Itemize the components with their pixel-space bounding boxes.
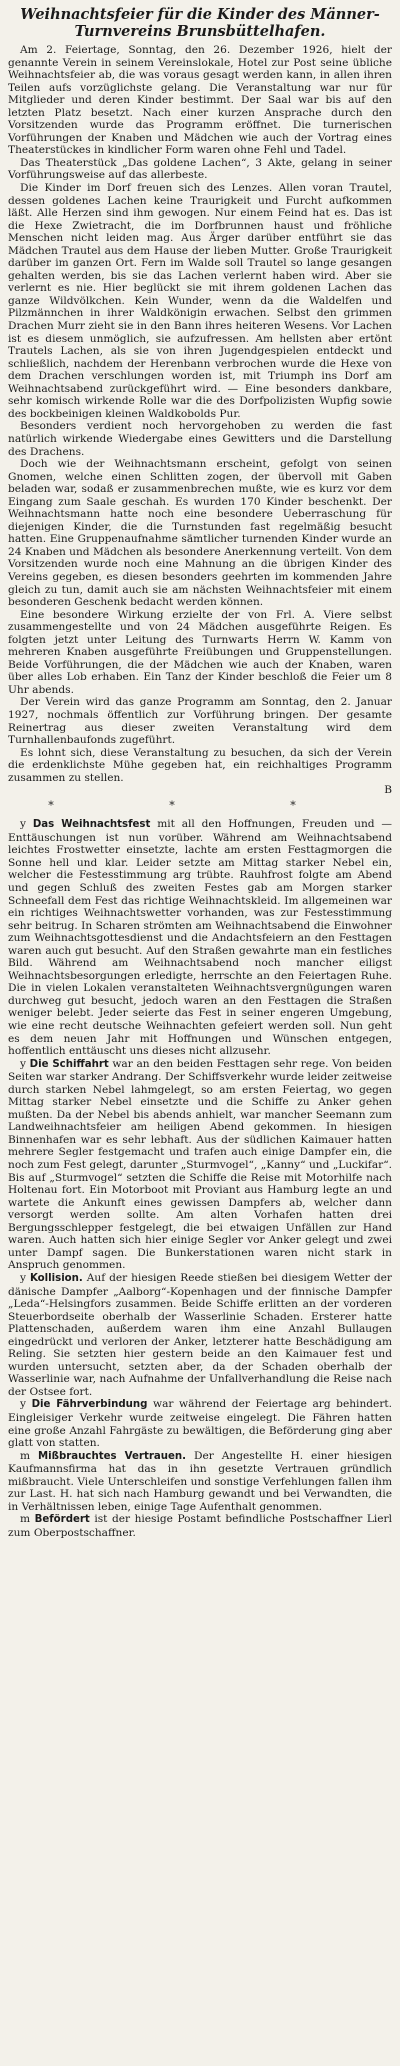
news-keyword: Das Weihnachtsfest (32, 819, 151, 831)
article-paragraph: Eine besondere Wirkung erzielte der von Frl. A. Viere selbst zusammengestellte und von 24 Mädchen ausgeführte Reigen. Es folgten jetzt unter Leitung des Turnwarts Herrn W. Kamm von mehreren Knaben ausgeführte Freiübungen und Gruppenstellungen. Beide Vorführungen, die der Mädchen wie auch der Knaben, waren über alles Lob erhaben. Ein Tanz der Kinder beschloß die Feier um 8 Uhr abends. (8, 608, 392, 696)
article-paragraph: Die Kinder im Dorf freuen sich des Lenzes. Allen voran Trautel, dessen goldenes Lachen keine Traurigkeit und Furcht aufkommen läßt. Alle Herzen sind ihm gewogen. Nur einem Feind hat es. Das ist die Hexe Zwietracht, die im Dorfbrunnen haust und fröhliche Menschen nicht leiden mag. Aus Ärger darüber entführt sie das Mädchen Trautel aus dem Hause der lieben Mutter. Große Traurigkeit darüber im ganzen Ort. Fern im Walde soll Trautel so lange gesangen gehalten werden, bis sie das Lachen verlernt haben wird. Aber sie verlernt es nie. Hier beglückt sie mit ihrem goldenen Lachen das ganze Wildvölkchen. Kein Wunder, wenn da die Waldelfen und Pilzmännchen in ihrer Waldkönigin erwachen. Selbst den grimmen Drachen Murr zieht sie in den Bann ihres heiteren Wesens. Vor Lachen ist es diesem unmöglich, sie aufzufressen. Am hellsten aber ertönt Trautels Lachen, als sie von ihren Jugendgespielen entdeckt und schließlich, nachdem der Herenbann verbrochen wurde die Hexe von dem Drachen verschlungen worden ist, mit Triumph ins Dorf am Weihnachtsabend zurückgeführt wird. — Eine besonders dankbare, sehr komisch wirkende Rolle war die des Dorfpolizisten Wupfig sowie des bockbeinigen kleinen Waldkobolds Pur. (8, 182, 392, 420)
news-prefix: y (20, 1398, 26, 1411)
news-item (8, 1450, 392, 1514)
article-paragraph: Besonders verdient noch hervorgehoben zu werden die fast natürlich wirkende Wiedergabe eines Gewitters und die Darstellung des Drachens. (8, 420, 392, 458)
news-text: Auf der hiesigen Reede stießen bei diesigem Wetter der dänische Dampfer „Aalborg“-Kopenhagen und der finnische Dampfer „Leda“-Helsingfors zusammen. Beide Schiffe erlitten an der vorderen Steuerbordseite oberhalb der Wasserlinie Schaden. Ersterer hatte Plattenschaden, außerdem waren ihm eine Anzahl Bullaugen eingedrückt und verloren der Anker, letzterer hatte Beschädigung am Reling. Sie setzten hier gestern beide an den Kaimauer fest und wurden untersucht, setzten aber, da der Schaden oberhalb der Wasserlinie war, nach Aufnahme der Unfallverhandlung die Reise nach der Ostsee fort. (8, 1271, 392, 1398)
news-keyword: Kollision. (29, 1272, 83, 1284)
author-signature: B (384, 784, 392, 797)
article-body (8, 44, 392, 796)
article-paragraph: Doch wie der Weihnachtsmann erscheint, gefolgt von seinen Gnomen, welche einen Schlitten zogen, der übervoll mit Gaben beladen war, sodaß er zusammenbrechen mußte, wie es kurz vor dem Eingang zum Saale geschah. Es wurden 170 Kinder beschenkt. Der Weihnachtsmann hatte noch eine besondere Ueberraschung für diejenigen Kinder, die die Turnstunden fast regelmäßig besucht hatten. Eine Gruppenaufnahme sämtlicher turnenden Kinder wurde an 24 Knaben und Mädchen als besondere Anerkennung verteilt. Von dem Vorsitzenden wurde noch eine Mahnung an die übrigen Kinder des Vereins gegeben, es diesen besonders geehrten im kommenden Jahre gleich zu tun, damit auch sie am nächsten Weihnachtsfeier mit einem besonderen Geschenk bedacht werden können. (8, 458, 392, 609)
local-news-section (8, 818, 392, 1539)
news-item (8, 1513, 392, 1539)
news-keyword: Mißbrauchtes Vertrauen. (38, 1450, 186, 1462)
article-paragraph: Es lohnt sich, diese Veranstaltung zu besuchen, da sich der Verein die erdenklichste Mühe gegeben hat, ein reichhaltiges Programm zusammen zu stellen. (8, 746, 392, 784)
news-prefix: y (20, 818, 26, 831)
news-prefix: y (20, 1057, 26, 1070)
news-item (8, 818, 392, 1057)
article-paragraph: Der Verein wird das ganze Programm am Sonntag, den 2. Januar 1927, nochmals öffentlich zur Vorführung bringen. Der gesamte Reinertrag aus dieser zweiten Veranstaltung wird dem Turnhallenbaufonds zugeführt. (8, 696, 392, 747)
news-text: mit all den Hoffnungen, Freuden und — Enttäuschungen ist nun vorüber. Während am Weihnachtsabend leichtes Frostwetter einsetzte, lachte am ersten Festtagmorgen die Sonne hell und klar. Leider setzte am Mittag starker Nebel ein, welcher die Festesstimmung arg trübte. Rauhfrost folgte am Abend und gegen Schluß des zweiten Festes gab am Morgen starker Schneefall dem Fest das richtige Weihnachtskleid. Im allgemeinen war ein richtiges Weihnachtswetter vorhanden, was zur Festesstimmung sehr beitrug. In Scharen strömten am Weihnachtsabend die Einwohner zum Weihnachtsgottesdienst und die Andachtsfeiern an den Festtagen waren auch gut besucht. Auf den Straßen gewahrte man ein festliches Bild. Während am Weihnachtsabend noch mancher eiligst Weihnachtsbesorgungen erledigte, herrschte an den Feiertagen Ruhe. Die in vielen Lokalen veranstalteten Weihnachtsvergnügungen waren durchweg gut besucht, jedoch waren an den Festtagen die Straßen weniger belebt. Jeder seierte das Fest in seiner engeren Umgebung, wie eine recht deutsche Weihnachten gefeiert werden soll. Nun geht es dem neuen Jahr mit Hoffnungen und Wünschen entgegen, hoffentlich enttäuscht uns dieses nicht allzusehr. (8, 818, 392, 1058)
news-text: ist der hiesige Postamt befindliche Postschaffner Lierl zum Oberpostschaffner. (8, 1513, 393, 1539)
article-paragraph: Das Theaterstück „Das goldene Lachen“, 3 Akte, gelang in seiner Vorführungsweise auf das allerbeste. (8, 156, 392, 182)
article-paragraph: Am 2. Feiertage, Sonntag, den 26. Dezember 1926, hielt der genannte Verein in seinem Vereinslokale, Hotel zur Post seine übliche Weihnachtsfeier ab, die was voraus gesagt werden kann, in allen ihren Teilen aufs vorzüglichste gelang. Die Veranstaltung war nur für Mitglieder und deren Kinder bestimmt. Der Saal war bis auf den letzten Platz besetzt. Nach einer kurzen Ansprache durch den Vorsitzenden wurde das Programm eröffnet. Die turnerischen Vorführungen der Knaben und Mädchen wie auch der Vortrag eines Theaterstückes in kindlicher Form waren ohne Fehl und Tadel. (8, 44, 392, 157)
news-item (8, 1398, 392, 1449)
news-text: war während der Feiertage arg behindert. Eingleisiger Verkehr wurde zeitweise eingelegt. Die Fähren hatten eine große Anzahl Fahrgäste zu bewältigen, die Beförderung ging aber glatt von statten. (8, 1398, 393, 1450)
news-keyword: Die Schiffahrt (29, 1058, 109, 1070)
section-separator: * * * (48, 799, 352, 813)
news-text: Der Angestellte H. einer hiesigen Kaufmannsfirma hat das in ihn gesetzte Vertrauen gründlich mißbraucht. Viele Unterschleifen und sonstige Verfehlungen fallen ihm zur Last. H. hat sich nach Hamburg gewandt und bei Verwandten, die in Verhältnissen leben, einige Tage Aufenthalt genommen. (8, 1449, 393, 1513)
news-prefix: m (20, 1449, 31, 1462)
news-keyword: Befördert (34, 1514, 90, 1526)
article-headline: Weihnachtsfeier für die Kinder des Männer-Turnvereins Brunsbüttelhafen. (20, 6, 380, 40)
news-prefix: m (20, 1513, 31, 1526)
news-prefix: y (20, 1271, 26, 1284)
news-item (8, 1058, 392, 1272)
news-text: war an den beiden Festtagen sehr rege. Von beiden Seiten war starker Andrang. Der Schiffsverkehr wurde leider zeitweise durch starken Nebel lahmgelegt, so am ersten Feiertag, wo gegen Mittag starker Nebel einsetzte und die Schiffe zu Anker gehen mußten. Da der Nebel bis abends anhielt, war mancher Seemann zum Landweihnachtsfeier am heiligen Abend gekommen. In hiesigen Binnenhafen war es sehr lebhaft. Aus der südlichen Kaimauer hatten mehrere Segler festgemacht und trafen auch einige Dampfer ein, die noch zum Fest gelegt, darunter „Sturmvogel“, „Kanny“ und „Luckifar“. Bis auf „Sturmvogel“ setzten die Schiffe die Reise mit Motorhilfe nach Holtenau fort. Ein Motorboot mit Proviant aus Hamburg legte an und wartete die Ankunft eines gewissen Dampfers ab, welcher dann versorgt werden sollte. Am alten Vorhafen hatten drei Bergungsschlepper festgelegt, die bei etwaigen Unfällen zur Hand waren. Auch hatten sich hier einige Segler vor Anker gelegt und zwei unter Dampf sagen. Die Bunkerstationen waren nicht stark in Anspruch genommen. (8, 1057, 392, 1272)
news-keyword: Die Fährverbindung (31, 1399, 148, 1411)
news-item (8, 1272, 392, 1398)
